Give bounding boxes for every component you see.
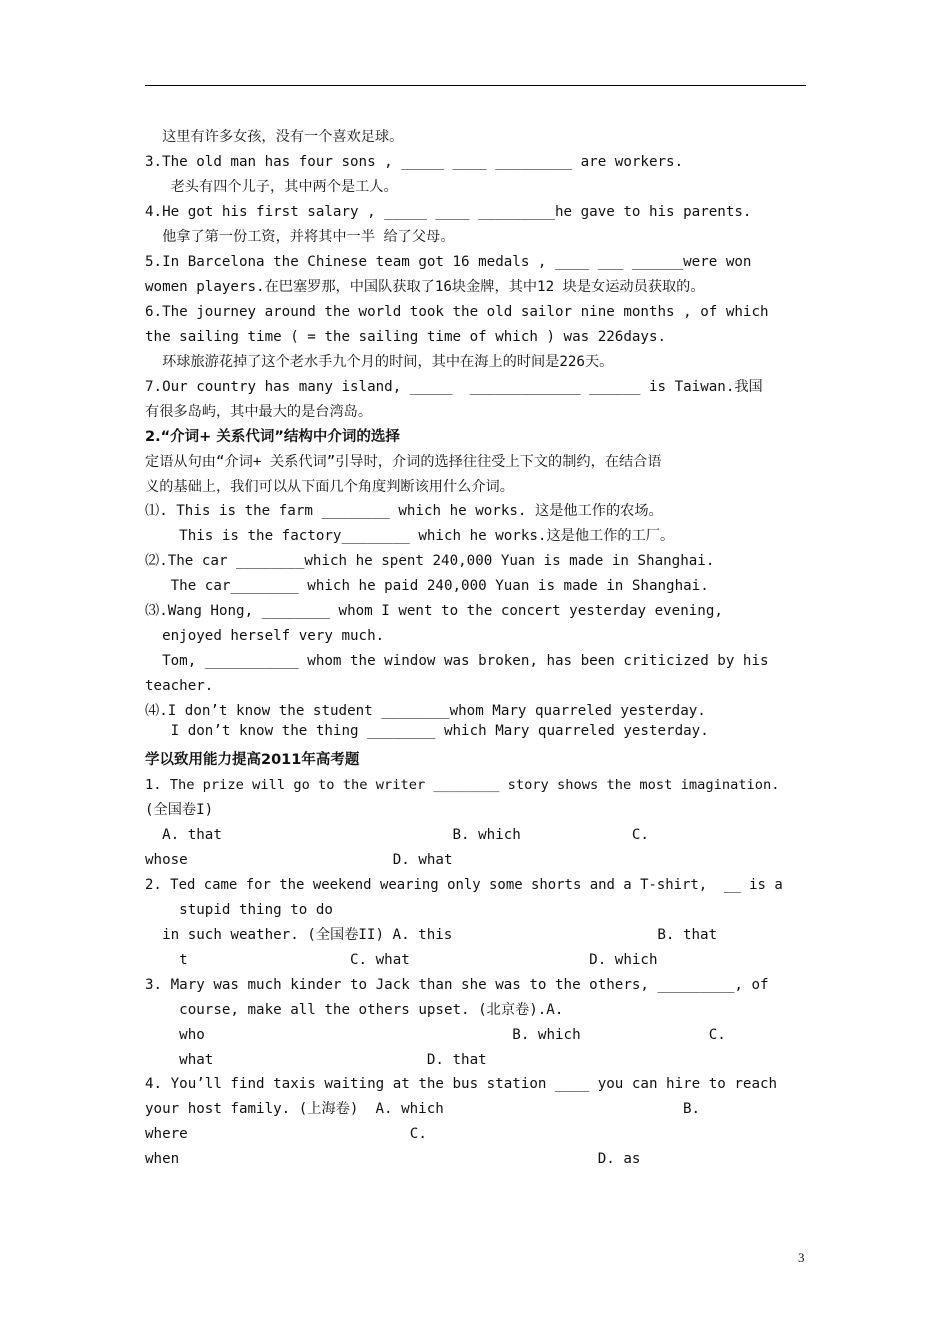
- text-line: whose D. what: [145, 852, 453, 868]
- text-line: course, make all the others upset. (北京卷).A.: [145, 1002, 564, 1018]
- text-line: (全国卷I): [145, 802, 214, 818]
- text-line: 7.Our country has many island, _____ _____________ ______ is Taiwan.我国: [145, 379, 763, 395]
- text-line: 3.The old man has four sons , _____ ____ _________ are workers.: [145, 154, 684, 170]
- text-line: 6.The journey around the world took the old sailor nine months , of which: [145, 304, 769, 320]
- text-line: Tom, ___________ whom the window was broken, has been criticized by his: [145, 653, 769, 669]
- text-line: ⑶.Wang Hong, ________ whom I went to the concert yesterday evening,: [145, 603, 723, 619]
- text-line: ⑵.The car ________which he spent 240,000 Yuan is made in Shanghai.: [145, 553, 715, 569]
- text-line: This is the factory________ which he works.这是他工作的工厂。: [145, 528, 675, 544]
- text-line: 老头有四个儿子，其中两个是工人。: [145, 179, 398, 195]
- page-number: 3: [798, 1250, 805, 1265]
- text-line: the sailing time ( = the sailing time of which ) was 226days.: [145, 329, 667, 345]
- text-line: women players.在巴塞罗那，中国队获取了16块金牌，其中12 块是女运动员获取的。: [145, 279, 705, 295]
- section-heading: 学以致用能力提高2011年高考题: [145, 752, 360, 768]
- text-line: 4. You’ll find taxis waiting at the bus station ____ you can hire to reach: [145, 1076, 778, 1092]
- text-line: your host family. (上海卷) A. which B.: [145, 1101, 701, 1117]
- text-line: I don’t know the thing ________ which Mary quarreled yesterday.: [145, 723, 709, 739]
- text-line: 有很多岛屿，其中最大的是台湾岛。: [145, 404, 373, 420]
- text-line: ⑴. This is the farm ________ which he works. 这是他工作的农场。: [145, 503, 663, 519]
- text-line: when D. as: [145, 1151, 641, 1167]
- text-line: t C. what D. which: [145, 952, 658, 968]
- text-line: 3. Mary was much kinder to Jack than she was to the others, _________, of: [145, 977, 769, 993]
- text-line: what D. that: [145, 1052, 487, 1068]
- text-line: 他拿了第一份工资，并将其中一半 给了父母。: [145, 229, 455, 245]
- text-line: The car________ which he paid 240,000 Yuan is made in Shanghai.: [145, 578, 709, 594]
- text-line: 2. Ted came for the weekend wearing only some shorts and a T-shirt, __ is a: [145, 877, 783, 893]
- text-line: stupid thing to do: [145, 902, 333, 918]
- text-line: who B. which C.: [145, 1027, 726, 1043]
- text-line: A. that B. which C.: [145, 827, 649, 843]
- header-rule: [145, 85, 806, 86]
- text-line: where C.: [145, 1126, 427, 1142]
- text-line: in such weather. (全国卷II) A. this B. that: [145, 927, 718, 943]
- text-line: 1. The prize will go to the writer ________ story shows the most imagination.: [145, 777, 780, 793]
- text-line: ⑷.I don’t know the student ________whom Mary quarreled yesterday.: [145, 703, 706, 719]
- section-heading: 2.“介词+ 关系代词”结构中介词的选择: [145, 429, 400, 445]
- text-line: teacher.: [145, 678, 214, 694]
- text-line: 这里有许多女孩，没有一个喜欢足球。: [145, 129, 404, 145]
- text-line: 定语从句由“介词+ 关系代词”引导时，介词的选择往往受上下文的制约，在结合语: [145, 454, 662, 470]
- text-line: enjoyed herself very much.: [145, 628, 385, 644]
- text-line: 4.He got his first salary , _____ ____ _________he gave to his parents.: [145, 204, 752, 220]
- text-line: 义的基础上，我们可以从下面几个角度判断该用什么介词。: [145, 479, 514, 495]
- text-line: 环球旅游花掉了这个老水手九个月的时间，其中在海上的时间是226天。: [145, 354, 614, 370]
- text-line: 5.In Barcelona the Chinese team got 16 medals , ____ ___ ______were won: [145, 254, 752, 270]
